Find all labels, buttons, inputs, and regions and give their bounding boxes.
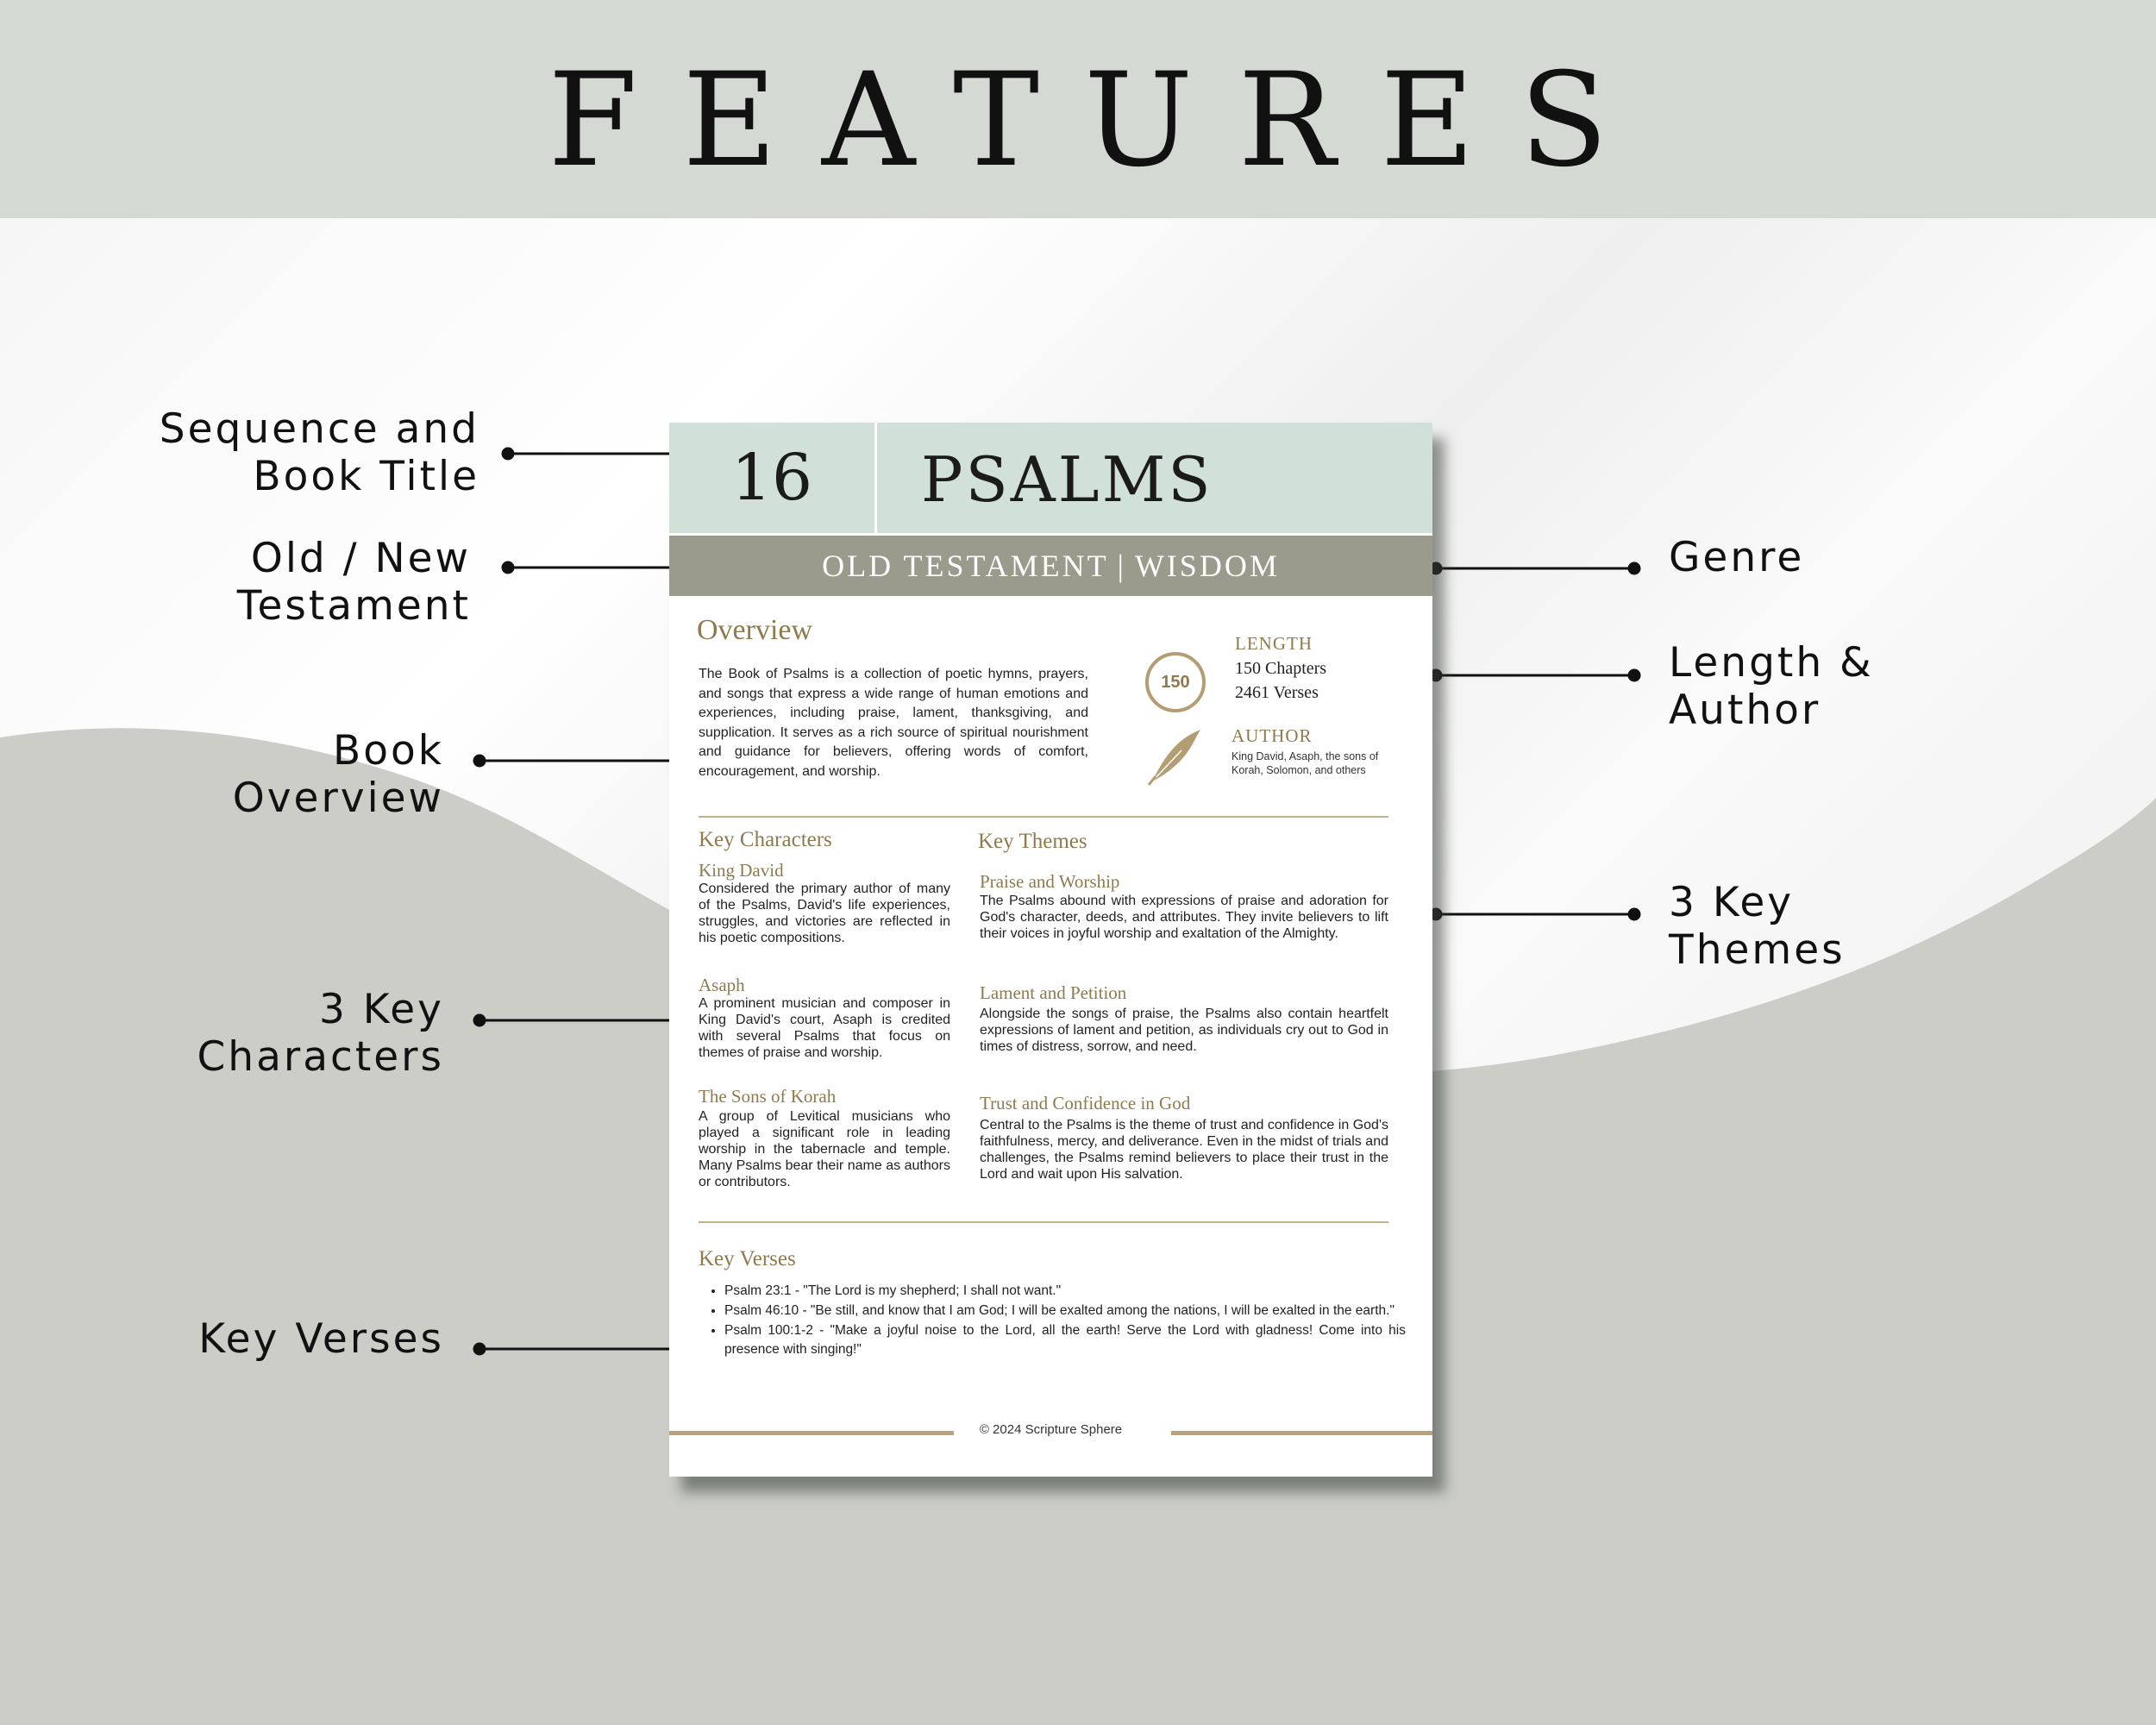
chapters-count: 150 Chapters — [1235, 659, 1327, 678]
themes-heading: Key Themes — [978, 830, 1087, 853]
genre-label: WISDOM — [1134, 549, 1280, 583]
key-verse-item: • Psalm 100:1-2 - "Make a joyful noise to the Lord, all the earth! Serve the Lord with gladness! Come into his presence with singing!" — [724, 1321, 1406, 1359]
divider-2 — [699, 1221, 1388, 1223]
key-verse-item: • Psalm 46:10 - "Be still, and know that I am God; I will be exalted among the nations, I will be exalted in the earth." — [724, 1302, 1406, 1320]
author-heading: AUTHOR — [1232, 725, 1313, 746]
character-text: Considered the primary author of many of the Psalms, David's life experiences, struggles, and victories are reflected in his poetic compositions. — [699, 881, 950, 945]
label-characters: 3 Key Characters — [197, 986, 444, 1081]
book-page — [669, 423, 1432, 1477]
copyright-footer: © 2024 Scripture Sphere — [979, 1422, 1123, 1437]
theme-text: Central to the Psalms is the theme of trust and confidence in God's faithfulness, mercy, and deliverance. Even in the midst of trials and challenges, the Psalms remind believers to place their trust in the Lord and wait upon His salvation. — [980, 1118, 1388, 1182]
features-title: FEATURES — [548, 46, 1653, 196]
theme-name: Praise and Worship — [980, 871, 1120, 892]
label-sequence-title: Sequence and Book Title — [159, 405, 479, 500]
overview-heading: Overview — [697, 614, 813, 646]
characters-heading: Key Characters — [699, 828, 832, 851]
verses-count: 2461 Verses — [1235, 683, 1319, 702]
label-themes: 3 Key Themes — [1669, 879, 1846, 974]
character-name: Asaph — [699, 975, 745, 995]
character-text: A group of Levitical musicians who played a significant role in leading worship in the tabernacle and temple. Many Psalms bear their name as authors or contributors. — [699, 1109, 950, 1189]
verses-heading: Key Verses — [699, 1247, 796, 1270]
theme-text: The Psalms abound with expressions of praise and adoration for God's character, deeds, and attributes. They invite believers to lift their voices in joyful worship and exaltation of the Almighty. — [980, 894, 1388, 941]
theme-text: Alongside the songs of praise, the Psalms also contain heartfelt expressions of lament and petition, as individuals cry out to God in times of distress, sorrow, and need. — [980, 1007, 1388, 1054]
overview-text: The Book of Psalms is a collection of poetic hymns, prayers, and songs that express a wide range of human emotions and experiences, including praise, lament, thanksgiving, and supplication. It serves as a rich source of spiritual nourishment and guidance for believers, offering words of comfort, encouragement, and worship. — [699, 667, 1088, 779]
testament-label: OLD TESTAMENT — [822, 549, 1109, 583]
theme-name: Trust and Confidence in God — [980, 1093, 1191, 1113]
author-text: King David, Asaph, the sons of Korah, Solomon, and others — [1232, 750, 1379, 776]
label-genre: Genre — [1669, 534, 1805, 581]
divider-1 — [699, 816, 1388, 818]
quill-icon — [1144, 726, 1204, 787]
character-name: King David — [699, 860, 784, 881]
label-key-verses: Key Verses — [198, 1315, 444, 1363]
length-badge-icon — [1145, 652, 1206, 712]
theme-name: Lament and Petition — [980, 982, 1127, 1003]
book-sequence-number: 16 — [669, 423, 877, 533]
length-heading: LENGTH — [1235, 633, 1313, 654]
label-overview: Book Overview — [232, 727, 444, 822]
length-badge-number: 150 — [1161, 673, 1190, 692]
band-separator: | — [1117, 549, 1126, 583]
book-title: PSALMS — [921, 443, 1213, 516]
key-verse-item: • Psalm 23:1 - "The Lord is my shepherd; I shall not want." — [724, 1282, 1406, 1301]
character-name: The Sons of Korah — [699, 1086, 837, 1107]
key-verses-list — [707, 1282, 1406, 1360]
page-header — [669, 423, 1432, 533]
character-text: A prominent musician and composer in King David's court, Asaph is credited with several Psalms that focus on themes of praise and worship. — [699, 996, 950, 1060]
testament-genre-band — [669, 536, 1432, 596]
label-testament: Old / New Testament — [236, 535, 471, 630]
label-length-author: Length & Author — [1669, 639, 1874, 734]
